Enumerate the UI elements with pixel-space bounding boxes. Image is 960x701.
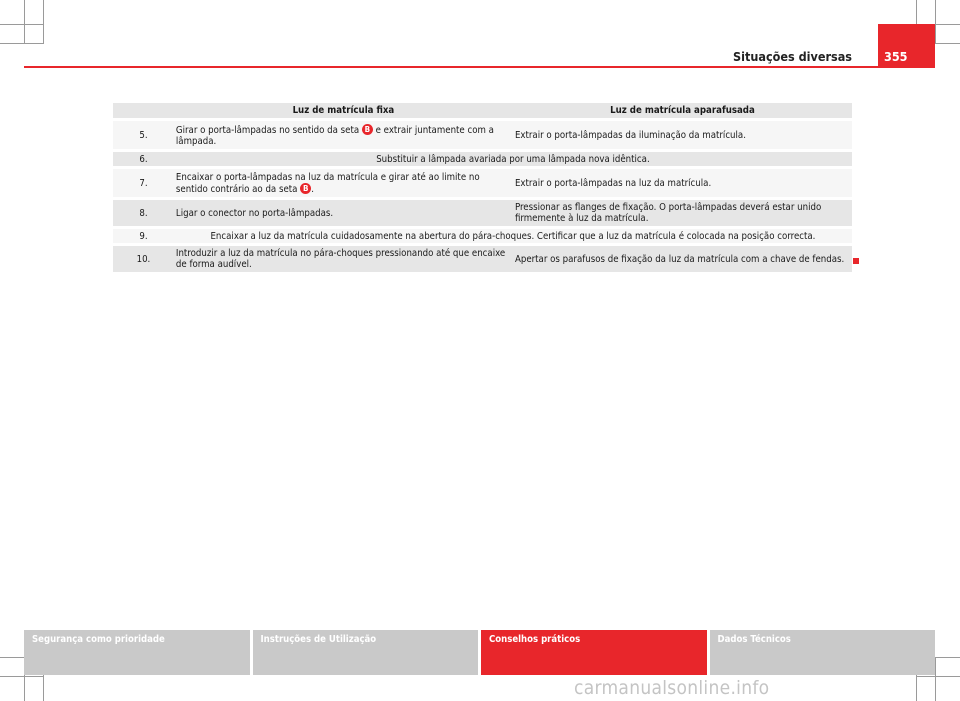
- table-row: [113, 121, 852, 149]
- step-fixed-text: [174, 121, 513, 149]
- section-end-marker: [853, 258, 859, 264]
- step-number: 6.: [113, 152, 174, 166]
- table-row: [113, 169, 852, 197]
- table-row: [113, 246, 852, 272]
- crop-mark: [916, 676, 960, 677]
- step-fixed-text-start: Encaixar o porta-lâmpadas na luz da matrícula e girar até ao limite no sentido contrário ao da seta: [175, 171, 480, 195]
- table-header-row: [113, 103, 852, 118]
- header-rule: [24, 66, 935, 68]
- table-row: [113, 152, 852, 166]
- step-number: 10.: [113, 246, 174, 272]
- step-number: 8.: [113, 200, 174, 226]
- step-fixed-text: Ligar o conector no porta-lâmpadas.: [174, 200, 513, 226]
- step-shared-text: Encaixar a luz da matrícula cuidadosamente na abertura do pára-choques. Certificar que a luz da matrícula é colocada na posição correcta.: [174, 229, 852, 243]
- instruction-table: [113, 100, 852, 275]
- column-header-fixed: Luz de matrícula fixa: [174, 103, 513, 118]
- step-screwed-text: Apertar os parafusos de fixação da luz da matrícula com a chave de fendas.: [513, 246, 852, 272]
- section-title: Situações diversas: [733, 49, 852, 64]
- crop-mark: [935, 0, 936, 44]
- step-screwed-text: Pressionar as flanges de fixação. O porta-lâmpadas deverá estar unido firmemente à luz da matrícula.: [513, 200, 852, 226]
- crop-mark: [24, 0, 25, 44]
- step-shared-text: Substituir a lâmpada avariada por uma lâmpada nova idêntica.: [174, 152, 852, 166]
- step-number: 7.: [113, 169, 174, 197]
- step-fixed-text-end: e extrair juntamente com a lâmpada.: [175, 124, 494, 147]
- step-fixed-text: [174, 169, 513, 197]
- step-fixed-text-end: .: [311, 183, 314, 195]
- table-row: [113, 200, 852, 226]
- arrow-b-marker: B: [300, 183, 311, 194]
- footer-nav: [24, 630, 935, 675]
- step-number: 5.: [113, 121, 174, 149]
- step-screwed-text: Extrair o porta-lâmpadas da iluminação da matrícula.: [513, 121, 852, 149]
- footer-tab-technical-data[interactable]: Dados Técnicos: [710, 630, 936, 675]
- page-number: 355: [878, 24, 935, 66]
- column-header-step: [113, 103, 174, 118]
- crop-mark: [43, 0, 44, 44]
- step-fixed-text: Introduzir a luz da matrícula no pára-choques pressionando até que encaixe de forma audível.: [174, 246, 513, 272]
- step-number: 9.: [113, 229, 174, 243]
- arrow-b-marker: B: [362, 124, 373, 135]
- crop-mark: [935, 657, 936, 701]
- crop-mark: [0, 24, 44, 25]
- footer-tab-safety[interactable]: Segurança como prioridade: [24, 630, 250, 675]
- table-row: [113, 229, 852, 243]
- crop-mark: [0, 676, 44, 677]
- crop-mark: [0, 43, 44, 44]
- column-header-screwed: Luz de matrícula aparafusada: [513, 103, 852, 118]
- watermark: carmanualsonline.info: [574, 677, 770, 699]
- step-fixed-text-start: Girar o porta-lâmpadas no sentido da seta: [175, 124, 362, 136]
- step-screwed-text: Extrair o porta-lâmpadas na luz da matrícula.: [513, 169, 852, 197]
- footer-tab-practical-advice[interactable]: Conselhos práticos: [481, 630, 707, 675]
- footer-tab-operation[interactable]: Instruções de Utilização: [253, 630, 479, 675]
